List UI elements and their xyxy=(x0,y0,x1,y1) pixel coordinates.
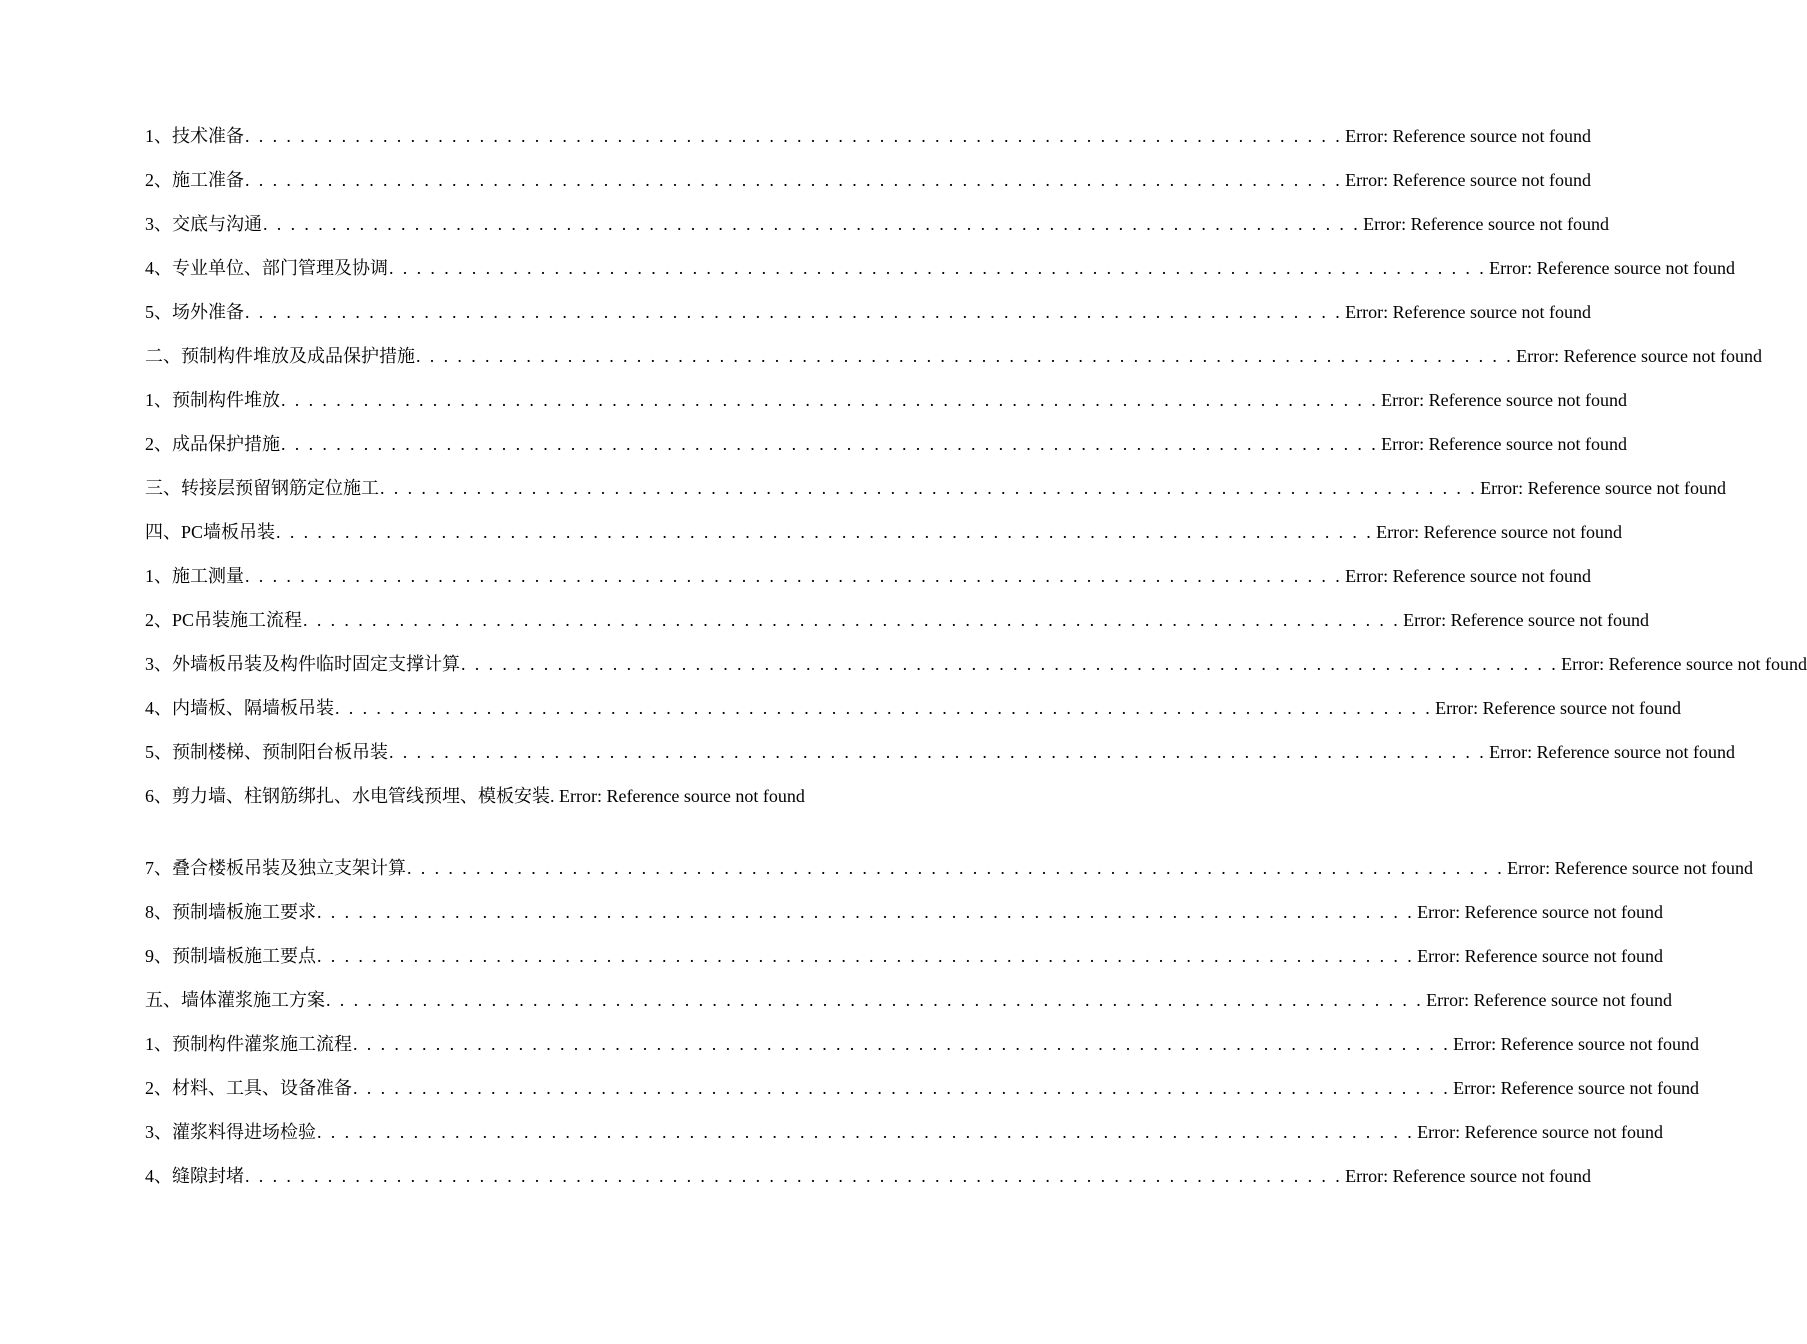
toc-entry-title: 2、材料、工具、设备准备 xyxy=(145,1078,352,1098)
toc-entry-reference: Error: Reference source not found xyxy=(1417,946,1664,966)
toc-entry-title: 4、专业单位、部门管理及协调 xyxy=(145,258,388,278)
toc-entry-title: 4、内墙板、隔墙板吊装 xyxy=(145,698,334,718)
toc-entry[interactable] xyxy=(145,942,1664,986)
toc-entry[interactable] xyxy=(145,254,1736,298)
toc-entry-title: 2、成品保护措施 xyxy=(145,434,280,454)
toc-entry[interactable] xyxy=(145,782,806,854)
toc-dot-leader: . . . . . . . . . . . . . . . . . . . . . . . . . . . . . . . . . . . . . . . . . . . . . . . . . . . . . . . . . . . . . . . . . . . . . . . . . . . . . . . . xyxy=(245,126,1343,146)
toc-dot-leader: . . . . . . . . . . . . . . . . . . . . . . . . . . . . . . . . . . . . . . . . . . . . . . . . . . . . . . . . . . . . . . . . . . . . . . . . . . . . . . . . xyxy=(281,390,1379,410)
toc-entry-title: 8、预制墙板施工要求 xyxy=(145,902,316,922)
toc-entry-reference: Error: Reference source not found xyxy=(1345,566,1592,586)
toc-entry-reference: Error: Reference source not found xyxy=(1426,990,1673,1010)
toc-entry-title: 3、外墙板吊装及构件临时固定支撑计算 xyxy=(145,654,460,674)
toc-entry-reference: Error: Reference source not found xyxy=(1453,1078,1700,1098)
toc-entry-reference: Error: Reference source not found xyxy=(1381,434,1628,454)
toc-dot-leader: . . . . . . . . . . . . . . . . . . . . . . . . . . . . . . . . . . . . . . . . . . . . . . . . . . . . . . . . . . . . . . . . . . . . . . . . . . . . . . . . xyxy=(245,566,1343,586)
toc-entry-reference: Error: Reference source not found xyxy=(1417,1122,1664,1142)
toc-entry-reference: Error: Reference source not found xyxy=(1417,902,1664,922)
toc-entry-title: 2、PC吊装施工流程 xyxy=(145,610,303,630)
toc-entry-reference: Error: Reference source not found xyxy=(1345,170,1592,190)
toc-entry-title: 3、灌浆料得进场检验 xyxy=(145,1122,316,1142)
toc-entry-reference: Error: Reference source not found xyxy=(1453,1034,1700,1054)
toc-entry-reference: Error: Reference source not found xyxy=(1489,258,1736,278)
toc-entry[interactable] xyxy=(145,606,1650,650)
toc-entry[interactable] xyxy=(145,650,1807,694)
toc-entry-title: 4、缝隙封堵 xyxy=(145,1166,244,1186)
toc-entry-title: 四、PC墙板吊装 xyxy=(145,522,276,542)
toc-dot-leader: . . . . . . . . . . . . . . . . . . . . . . . . . . . . . . . . . . . . . . . . . . . . . . . . . . . . . . . . . . . . . . . . . . . . . . . . . . . . . . . . xyxy=(335,698,1433,718)
toc-entry-reference: Error: Reference source not found xyxy=(1507,858,1754,878)
toc-entry[interactable] xyxy=(145,210,1610,254)
toc-dot-leader: . . . . . . . . . . . . . . . . . . . . . . . . . . . . . . . . . . . . . . . . . . . . . . . . . . . . . . . . . . . . . . . . . . . . . . . . . . . . . . . . xyxy=(245,1166,1343,1186)
toc-entry[interactable] xyxy=(145,122,1592,166)
toc-dot-leader: . . . . . . . . . . . . . . . . . . . . . . . . . . . . . . . . . . . . . . . . . . . . . . . . . . . . . . . . . . . . . . . . . . . . . . . . . . . . . . . . xyxy=(353,1034,1451,1054)
toc-entry-reference: Error: Reference source not found xyxy=(1345,302,1592,322)
toc-entry-title: 1、技术准备 xyxy=(145,126,244,146)
toc-entry[interactable] xyxy=(145,986,1673,1030)
toc-dot-leader: . . . . . . . . . . . . . . . . . . . . . . . . . . . . . . . . . . . . . . . . . . . . . . . . . . . . . . . . . . . . . . . . . . . . . . . . . . . . . . . . xyxy=(407,858,1505,878)
toc-dot-leader: . . . . . . . . . . . . . . . . . . . . . . . . . . . . . . . . . . . . . . . . . . . . . . . . . . . . . . . . . . . . . . . . . . . . . . . . . . . . . . . . xyxy=(380,478,1478,498)
toc-entry-title: 5、场外准备 xyxy=(145,302,244,322)
toc-entry[interactable] xyxy=(145,738,1736,782)
toc-entry[interactable] xyxy=(145,898,1664,942)
toc-entry-reference: Error: Reference source not found xyxy=(1480,478,1727,498)
toc-entry[interactable] xyxy=(145,386,1628,430)
toc-dot-leader: . . . . . . . . . . . . . . . . . . . . . . . . . . . . . . . . . . . . . . . . . . . . . . . . . . . . . . . . . . . . . . . . . . . . . . . . . . . . . . . . xyxy=(263,214,1361,234)
toc-dot-leader: . . . . . . . . . . . . . . . . . . . . . . . . . . . . . . . . . . . . . . . . . . . . . . . . . . . . . . . . . . . . . . . . . . . . . . . . . . . . . . . . xyxy=(281,434,1379,454)
toc-entry[interactable] xyxy=(145,430,1628,474)
toc-entry-title: 9、预制墙板施工要点 xyxy=(145,946,316,966)
toc-entry-reference: Error: Reference source not found xyxy=(1381,390,1628,410)
toc-entry-title: 3、交底与沟通 xyxy=(145,214,262,234)
toc-dot-leader: . . . . . . . . . . . . . . . . . . . . . . . . . . . . . . . . . . . . . . . . . . . . . . . . . . . . . . . . . . . . . . . . . . . . . . . . . . . . . . . . xyxy=(389,742,1487,762)
toc-entry-reference: Error: Reference source not found xyxy=(1435,698,1682,718)
toc-dot-leader: . . . . . . . . . . . . . . . . . . . . . . . . . . . . . . . . . . . . . . . . . . . . . . . . . . . . . . . . . . . . . . . . . . . . . . . . . . . . . . . . xyxy=(317,902,1415,922)
toc-entry-reference: Error: Reference source not found xyxy=(1403,610,1650,630)
toc-dot-leader: . . . . . . . . . . . . . . . . . . . . . . . . . . . . . . . . . . . . . . . . . . . . . . . . . . . . . . . . . . . . . . . . . . . . . . . . . . . . . . . . xyxy=(317,946,1415,966)
toc-entry-title: 二、预制构件堆放及成品保护措施 xyxy=(145,346,415,366)
toc-dot-leader: . . . . . . . . . . . . . . . . . . . . . . . . . . . . . . . . . . . . . . . . . . . . . . . . . . . . . . . . . . . . . . . . . . . . . . . . . . . . . . . . xyxy=(353,1078,1451,1098)
toc-entry-reference: Error: Reference source not found xyxy=(1345,126,1592,146)
toc-entry[interactable] xyxy=(145,518,1623,562)
toc-entry[interactable] xyxy=(145,1162,1592,1206)
toc-entry[interactable] xyxy=(145,166,1592,210)
toc-dot-leader: . . . . . . . . . . . . . . . . . . . . . . . . . . . . . . . . . . . . . . . . . . . . . . . . . . . . . . . . . . . . . . . . . . . . . . . . . . . . . . . . xyxy=(416,346,1514,366)
toc-entry-reference: Error: Reference source not found xyxy=(559,786,805,806)
toc-entry-title: 1、施工测量 xyxy=(145,566,244,586)
toc-entry-title: 5、预制楼梯、预制阳台板吊装 xyxy=(145,742,388,762)
toc-entry-reference: Error: Reference source not found xyxy=(1516,346,1763,366)
toc-dot-leader: . . . . . . . . . . . . . . . . . . . . . . . . . . . . . . . . . . . . . . . . . . . . . . . . . . . . . . . . . . . . . . . . . . . . . . . . . . . . . . . . xyxy=(389,258,1487,278)
toc-entry-title: 1、预制构件堆放 xyxy=(145,390,280,410)
toc-entry-title: 6、剪力墙、柱钢筋绑扎、水电管线预埋、模板安装. xyxy=(145,786,555,806)
toc-entry[interactable] xyxy=(145,1074,1700,1118)
table-of-contents xyxy=(145,122,1807,1206)
toc-entry-reference: Error: Reference source not found xyxy=(1489,742,1736,762)
toc-dot-leader: . . . . . . . . . . . . . . . . . . . . . . . . . . . . . . . . . . . . . . . . . . . . . . . . . . . . . . . . . . . . . . . . . . . . . . . . . . . . . . . . xyxy=(245,170,1343,190)
toc-dot-leader: . . . . . . . . . . . . . . . . . . . . . . . . . . . . . . . . . . . . . . . . . . . . . . . . . . . . . . . . . . . . . . . . . . . . . . . . . . . . . . . . xyxy=(461,654,1559,674)
toc-dot-leader: . . . . . . . . . . . . . . . . . . . . . . . . . . . . . . . . . . . . . . . . . . . . . . . . . . . . . . . . . . . . . . . . . . . . . . . . . . . . . . . . xyxy=(326,990,1424,1010)
toc-dot-leader: . . . . . . . . . . . . . . . . . . . . . . . . . . . . . . . . . . . . . . . . . . . . . . . . . . . . . . . . . . . . . . . . . . . . . . . . . . . . . . . . xyxy=(276,522,1374,542)
toc-dot-leader: . . . . . . . . . . . . . . . . . . . . . . . . . . . . . . . . . . . . . . . . . . . . . . . . . . . . . . . . . . . . . . . . . . . . . . . . . . . . . . . . xyxy=(317,1122,1415,1142)
toc-dot-leader: . . . . . . . . . . . . . . . . . . . . . . . . . . . . . . . . . . . . . . . . . . . . . . . . . . . . . . . . . . . . . . . . . . . . . . . . . . . . . . . . xyxy=(245,302,1343,322)
toc-entry[interactable] xyxy=(145,342,1763,386)
toc-entry[interactable] xyxy=(145,1118,1664,1162)
toc-entry-reference: Error: Reference source not found xyxy=(1376,522,1623,542)
toc-dot-leader: . . . . . . . . . . . . . . . . . . . . . . . . . . . . . . . . . . . . . . . . . . . . . . . . . . . . . . . . . . . . . . . . . . . . . . . . . . . . . . . . xyxy=(303,610,1401,630)
toc-entry[interactable] xyxy=(145,474,1727,518)
toc-entry[interactable] xyxy=(145,1030,1700,1074)
toc-entry-title: 五、墙体灌浆施工方案 xyxy=(145,990,325,1010)
toc-entry-reference: Error: Reference source not found xyxy=(1561,654,1807,674)
toc-entry-title: 7、叠合楼板吊装及独立支架计算 xyxy=(145,858,406,878)
toc-entry[interactable] xyxy=(145,562,1592,606)
toc-entry[interactable] xyxy=(145,694,1682,738)
toc-entry-title: 1、预制构件灌浆施工流程 xyxy=(145,1034,352,1054)
toc-entry-title: 三、转接层预留钢筋定位施工 xyxy=(145,478,379,498)
toc-entry-reference: Error: Reference source not found xyxy=(1345,1166,1592,1186)
toc-entry[interactable] xyxy=(145,298,1592,342)
toc-entry-reference: Error: Reference source not found xyxy=(1363,214,1610,234)
toc-entry-title: 2、施工准备 xyxy=(145,170,244,190)
toc-entry[interactable] xyxy=(145,854,1754,898)
